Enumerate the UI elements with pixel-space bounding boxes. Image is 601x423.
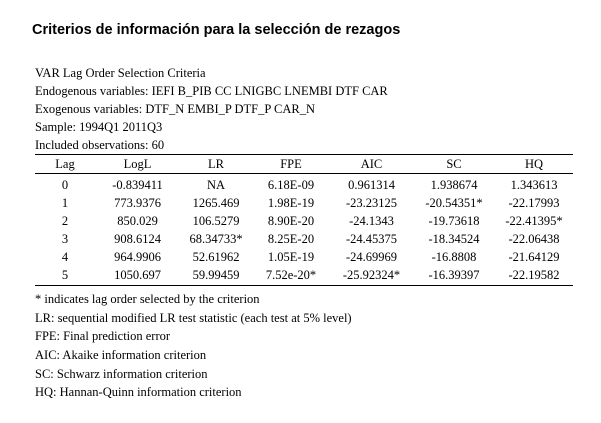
table-body [35, 174, 573, 286]
table-header-row [35, 155, 573, 174]
cell-fpe: 8.25E-20 [267, 232, 315, 246]
cell-sc: -18.34524 [428, 232, 480, 246]
cell-hq: -22.06438 [508, 232, 560, 246]
cell-hq: -22.19582 [495, 266, 573, 286]
note-hq: HQ: Hannan-Quinn information criterion [35, 385, 242, 400]
column-header-hq: HQ [495, 155, 573, 174]
note-lr: LR: sequential modified LR test statistic (each test at 5% level) [35, 310, 352, 325]
cell-hq: -22.17993 [508, 196, 560, 210]
cell-fpe: 1.05E-19 [267, 250, 315, 264]
cell-sc: -16.8808 [431, 250, 477, 264]
column-header-logl: LogL [95, 155, 180, 174]
lag-criteria-table [35, 154, 573, 286]
endogenous-variables: Endogenous variables: IEFI B_PIB CC LNIGBC LNEMBI DTF CAR [35, 84, 388, 98]
cell-lag: 3 [61, 232, 69, 246]
cell-aic: -24.1343 [349, 214, 394, 228]
document-heading: Criterios de información para la selección de rezagos [32, 22, 401, 38]
sample-range: Sample: 1994Q1 2011Q3 [35, 120, 163, 134]
note-asterisk: * indicates lag order selected by the criterion [35, 292, 260, 306]
cell-lr: 52.61962 [192, 250, 240, 264]
table-notes [35, 290, 573, 402]
cell-fpe: 1.98E-19 [267, 196, 315, 210]
output-header [35, 64, 573, 154]
included-observations: Included observations: 60 [35, 138, 165, 152]
cell-fpe: 6.18E-09 [267, 178, 315, 192]
cell-logl: 773.9376 [114, 196, 161, 210]
cell-lr: 1265.469 [192, 196, 240, 210]
cell-sc: 1.938674 [430, 178, 478, 192]
column-header-aic: AIC [330, 155, 413, 174]
cell-logl: -0.839411 [112, 178, 163, 192]
cell-fpe: 7.52e-20* [252, 266, 330, 286]
table-header [35, 155, 573, 174]
column-header-lr: LR [180, 155, 252, 174]
cell-fpe: 8.90E-20 [267, 214, 315, 228]
cell-sc: -19.73618 [428, 214, 480, 228]
table-row [35, 212, 573, 230]
cell-lag: 5 [35, 266, 95, 286]
table-row [35, 194, 573, 212]
table-row [35, 266, 573, 286]
cell-lag: 1 [61, 196, 69, 210]
cell-aic: -24.45375 [345, 232, 398, 246]
cell-logl: 964.9906 [114, 250, 161, 264]
cell-lr: 59.99459 [180, 266, 252, 286]
cell-aic: -25.92324* [330, 266, 413, 286]
table-row [35, 174, 573, 195]
table-row [35, 230, 573, 248]
exogenous-variables: Exogenous variables: DTF_N EMBI_P DTF_P CAR_N [35, 102, 315, 116]
cell-aic: 0.961314 [348, 178, 395, 192]
column-header-lag: Lag [35, 155, 95, 174]
cell-logl: 908.6124 [114, 232, 161, 246]
cell-lag: 2 [61, 214, 69, 228]
cell-lr: 68.34733* [189, 232, 243, 246]
var-lag-order-output [35, 64, 573, 402]
cell-logl: 1050.697 [95, 266, 180, 286]
cell-hq: -22.41395* [505, 214, 563, 228]
cell-logl: 850.029 [117, 214, 158, 228]
cell-hq: 1.343613 [510, 178, 558, 192]
cell-sc: -20.54351* [425, 196, 483, 210]
cell-lr: NA [206, 178, 226, 192]
cell-lag: 4 [61, 250, 69, 264]
cell-lr: 106.5279 [192, 214, 240, 228]
cell-lag: 0 [61, 178, 69, 192]
column-header-sc: SC [413, 155, 495, 174]
note-aic: AIC: Akaike information criterion [35, 348, 207, 363]
output-title: VAR Lag Order Selection Criteria [35, 66, 206, 80]
cell-aic: -24.69969 [345, 250, 398, 264]
note-sc: SC: Schwarz information criterion [35, 366, 208, 381]
cell-hq: -21.64129 [508, 250, 560, 264]
note-fpe: FPE: Final prediction error [35, 329, 171, 344]
table-row [35, 248, 573, 266]
cell-sc: -16.39397 [413, 266, 495, 286]
cell-aic: -23.23125 [345, 196, 398, 210]
column-header-fpe: FPE [252, 155, 330, 174]
